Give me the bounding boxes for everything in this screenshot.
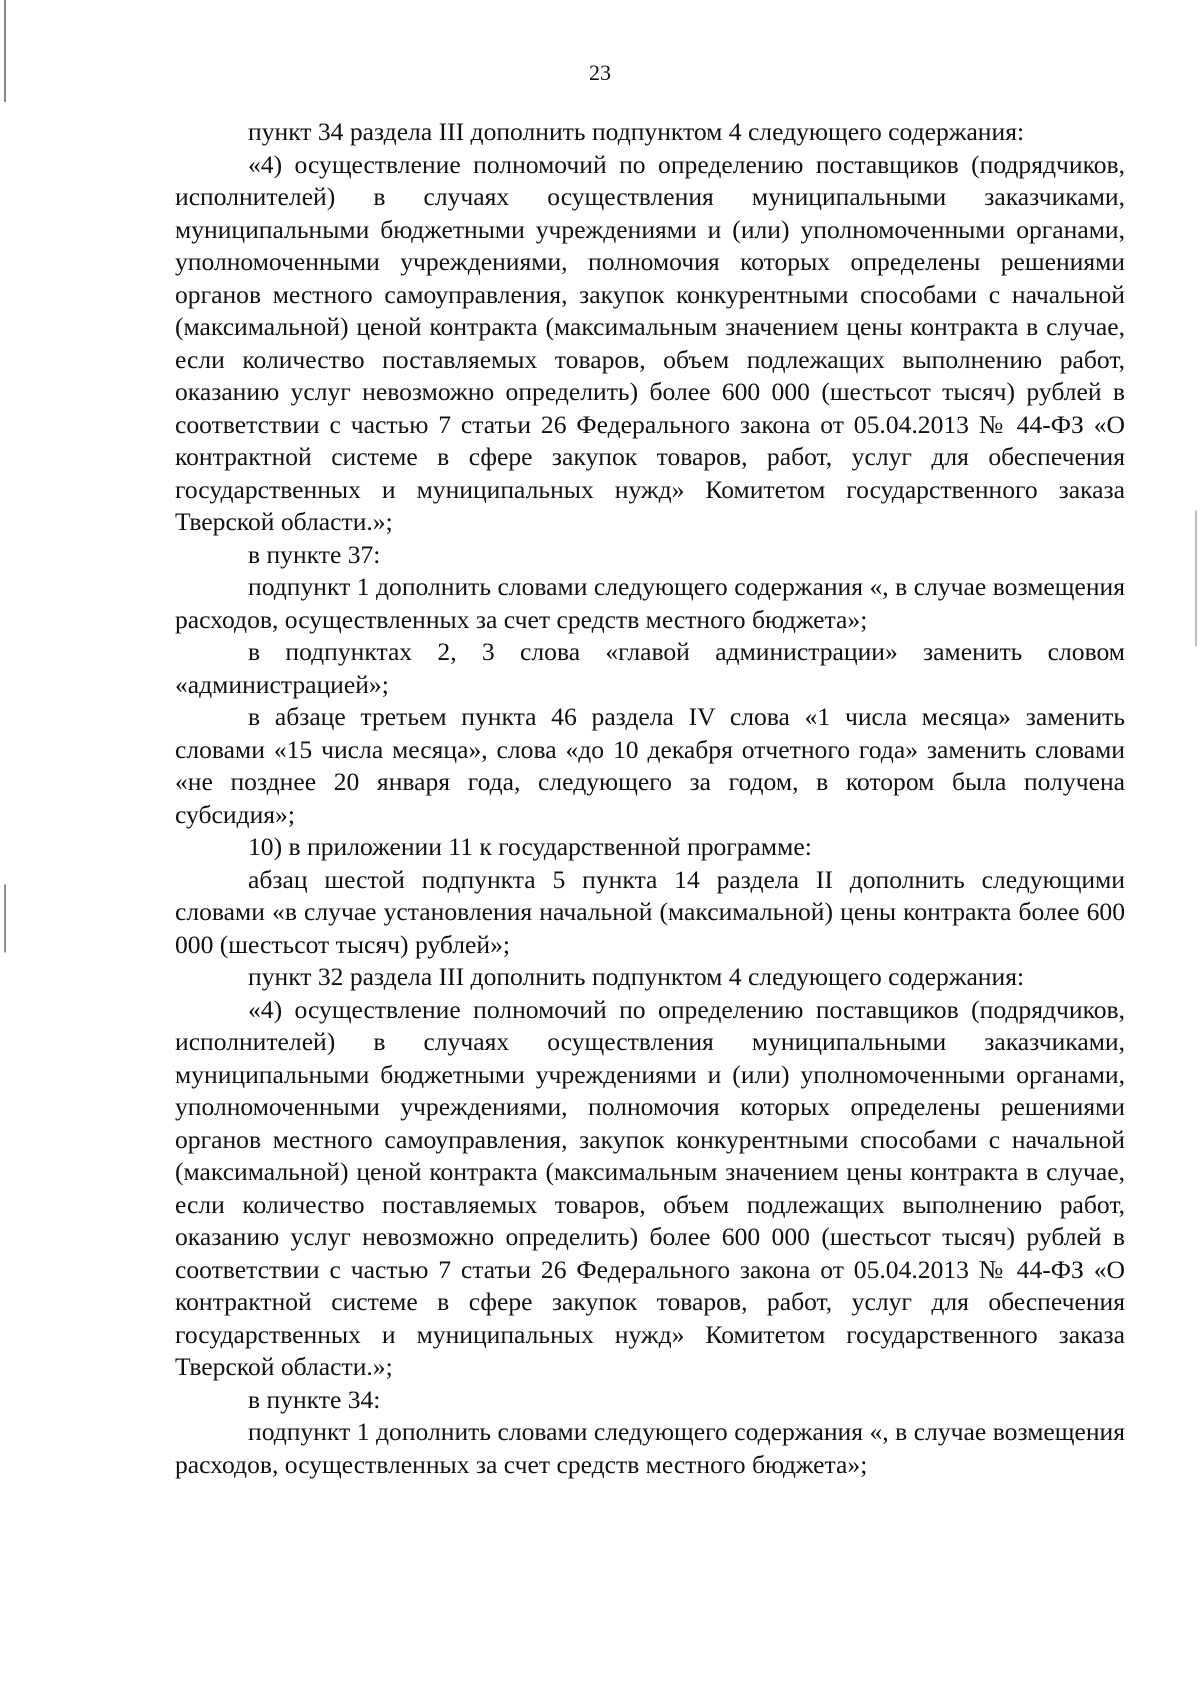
paragraph: в пункте 37:	[248, 539, 381, 569]
page-number: 23	[589, 60, 611, 85]
scan-edge-left	[4, 0, 6, 1701]
scan-edge-right	[1195, 0, 1197, 1701]
paragraph: пункт 34 раздела III дополнить подпунктом 4 следующего содержания:	[248, 117, 1025, 146]
paragraph: в пункте 34:	[248, 1384, 381, 1414]
paragraph: «4) осуществление полномочий по определению поставщиков (подрядчиков, исполнителей) в случаях осуществления муниципальными заказчиками, муниципальными бюджетными учреждениями и (или) уполномоченными органами, уполномоченными учреждениями, полномочия которых определены решениями органов местного самоуправления, закупок конкурентными способами с начальной (максимальной) ценой контракта (максимальным значением цены контракта в случае, если количество поставляемых товаров, объем подлежащих выполнению работ, оказанию услуг невозможно определить) более 600 000 (шестьсот тысяч) рублей в соответствии с частью 7 статьи 26 Федерального закона от 05.04.2013 № 44-ФЗ «О контрактной системе в сфере закупок товаров, работ, услуг для обеспечения государственных и муниципальных нужд» Комитетом государственного заказа Тверской области.»;	[175, 994, 1125, 1381]
paragraph: пункт 32 раздела III дополнить подпунктом 4 следующего содержания:	[248, 962, 1025, 991]
paragraph: подпункт 1 дополнить словами следующего содержания «, в случае возмещения расходов, осуществленных за счет средств местного бюджета»;	[175, 572, 1125, 634]
paragraph: подпункт 1 дополнить словами следующего содержания «, в случае возмещения расходов, осуществленных за счет средств местного бюджета»;	[175, 1417, 1125, 1479]
document-body	[175, 116, 1125, 1481]
paragraph: абзац шестой подпункта 5 пункта 14 раздела II дополнить следующими словами «в случае установления начальной (максимальной) цены контракта более 600 000 (шестьсот тысяч) рублей»;	[175, 864, 1125, 959]
paragraph: «4) осуществление полномочий по определению поставщиков (подрядчиков, исполнителей) в случаях осуществления муниципальными заказчиками, муниципальными бюджетными учреждениями и (или) уполномоченными органами, уполномоченными учреждениями, полномочия которых определены решениями органов местного самоуправления, закупок конкурентными способами с начальной (максимальной) ценой контракта (максимальным значением цены контракта в случае, если количество поставляемых товаров, объем подлежащих выполнению работ, оказанию услуг невозможно определить) более 600 000 (шестьсот тысяч) рублей в соответствии с частью 7 статьи 26 Федерального закона от 05.04.2013 № 44-ФЗ «О контрактной системе в сфере закупок товаров, работ, услуг для обеспечения государственных и муниципальных нужд» Комитетом государственного заказа Тверской области.»;	[175, 149, 1125, 536]
paragraph: в подпунктах 2, 3 слова «главой администрации» заменить словом «администрацией»;	[175, 637, 1125, 699]
paragraph: в абзаце третьем пункта 46 раздела IV слова «1 числа месяца» заменить словами «15 числа месяца», слова «до 10 декабря отчетного года» заменить словами «не позднее 20 января года, следующего за годом, в котором была получена субсидия»;	[175, 702, 1125, 829]
paragraph: 10) в приложении 11 к государственной программе:	[248, 832, 812, 861]
